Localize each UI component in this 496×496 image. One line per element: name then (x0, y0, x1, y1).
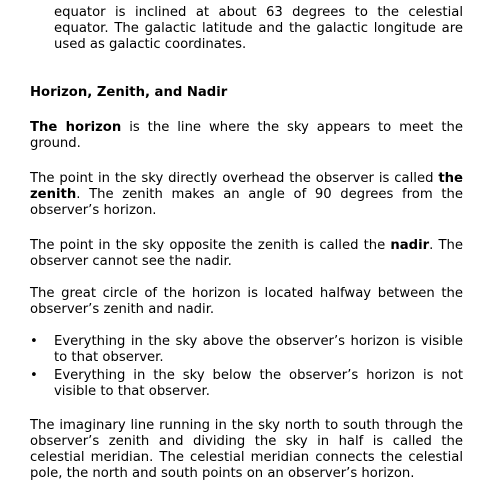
meridian-paragraph: The imaginary line running in the sky north to south through the observer’s zenith and dividing the sky in half is called the celestial meridian. The celestial meridian connects the celestial pole, the north and south points on an observer’s horizon. (30, 418, 463, 481)
horizon-term: The horizon (30, 120, 122, 135)
zenith-paragraph (30, 171, 463, 219)
list-item (30, 368, 463, 400)
list-item-text: Everything in the sky below the observer’s horizon is not visible to that observer. (54, 368, 463, 399)
nadir-text-before: The point in the sky opposite the zenith is called the (30, 238, 391, 253)
nadir-paragraph (30, 238, 463, 270)
zenith-term: the zenith (30, 171, 463, 202)
visibility-list (30, 334, 463, 402)
nadir-text-after: . The observer cannot see the nadir. (30, 238, 463, 269)
list-item-text: Everything in the sky above the observer’s horizon is visible to that observer. (54, 334, 463, 365)
list-item (30, 334, 463, 366)
zenith-text-before: The point in the sky directly overhead the observer is called (30, 171, 439, 186)
bullet-icon: • (30, 334, 38, 349)
horizon-definition: is the line where the sky appears to meet the ground. (30, 120, 463, 151)
horizon-paragraph (30, 120, 463, 152)
great-circle-paragraph: The great circle of the horizon is located halfway between the observer’s zenith and nadir. (30, 286, 463, 317)
nadir-term: nadir (390, 238, 430, 253)
bullet-icon: • (30, 368, 38, 383)
zenith-text-after: . The zenith makes an angle of 90 degrees from the observer’s horizon. (30, 187, 463, 218)
section-heading: Horizon, Zenith, and Nadir (30, 85, 228, 100)
intro-continuation: equator is inclined at about 63 degrees to the celestial equator. The galactic latitude and the galactic longitude are used as galactic coordinates. (54, 5, 463, 52)
